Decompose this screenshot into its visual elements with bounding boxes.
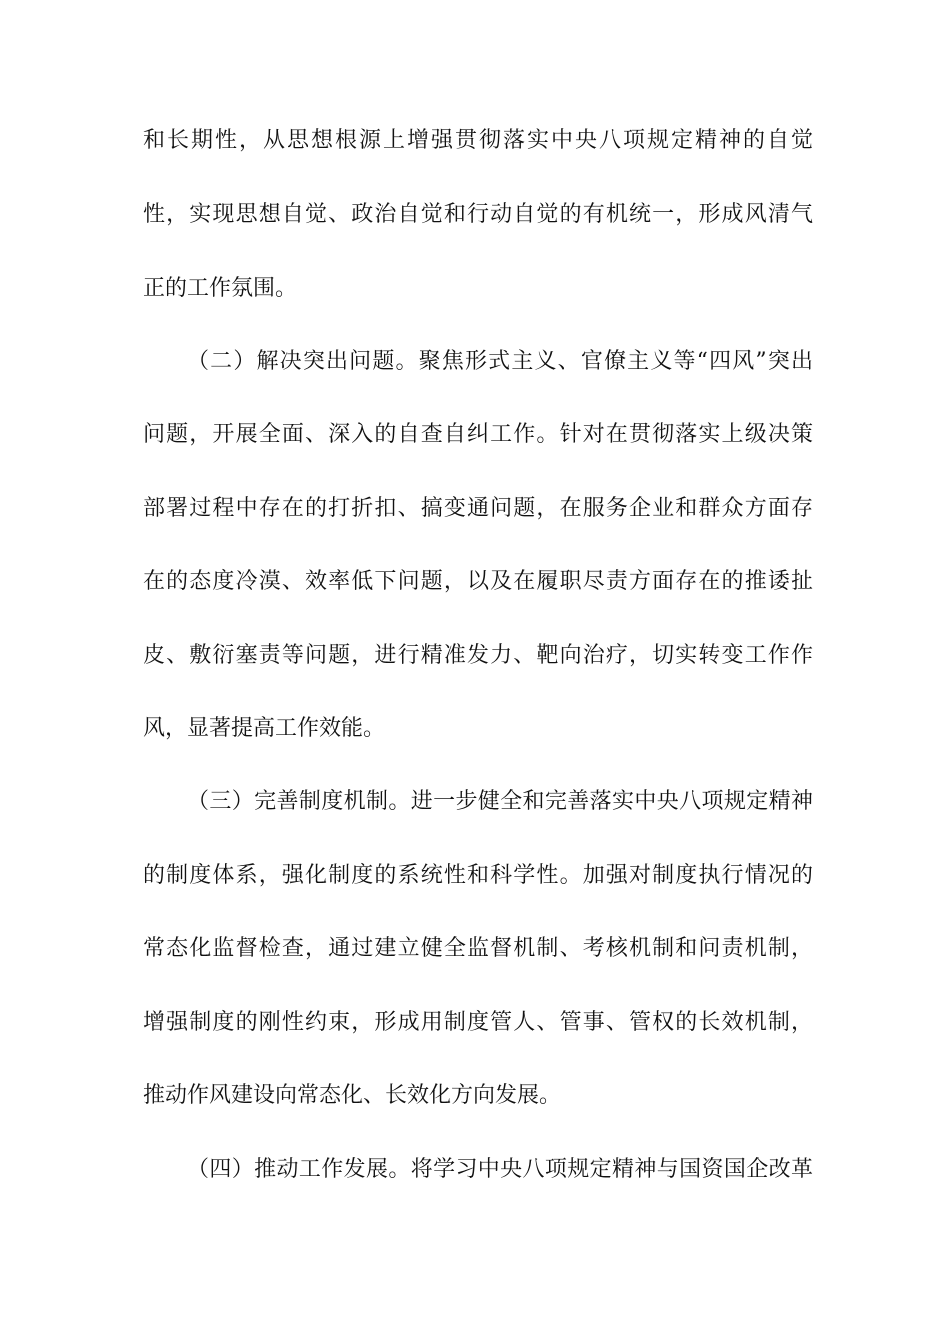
paragraph-2-line-6: 风，显著提高工作效能。: [143, 716, 386, 741]
paragraph-4-line-1: （四）推动工作发展。将学习中央八项规定精神与国资国企改革: [187, 1157, 813, 1182]
paragraph-3-line-1: （三）完善制度机制。进一步健全和完善落实中央八项规定精神: [187, 789, 813, 814]
paragraph-1-line-1: 和长期性，从思想根源上增强贯彻落实中央八项规定精神的自觉: [143, 128, 813, 153]
paragraph-3-line-5: 推动作风建设向常态化、长效化方向发展。: [143, 1083, 562, 1108]
paragraph-2-line-1: （二）解决突出问题。聚焦形式主义、官僚主义等“四风”突出: [187, 349, 813, 374]
paragraph-3-line-2: 的制度体系，强化制度的系统性和科学性。加强对制度执行情况的: [143, 863, 813, 888]
paragraph-2-line-4: 在的态度冷漠、效率低下问题，以及在履职尽责方面存在的推诿扯: [143, 569, 813, 594]
paragraph-2-line-3: 部署过程中存在的打折扣、搞变通问题，在服务企业和群众方面存: [143, 496, 813, 521]
paragraph-1-line-3: 正的工作氛围。: [143, 276, 298, 301]
paragraph-3-line-3: 常态化监督检查，通过建立健全监督机制、考核机制和问责机制，: [143, 936, 813, 961]
paragraph-2-line-5: 皮、敷衍塞责等问题，进行精准发力、靶向治疗，切实转变工作作: [143, 643, 813, 668]
paragraph-3-line-4: 增强制度的刚性约束，形成用制度管人、管事、管权的长效机制，: [143, 1010, 813, 1035]
paragraph-1-line-2: 性，实现思想自觉、政治自觉和行动自觉的有机统一，形成风清气: [143, 202, 813, 227]
paragraph-2-line-2: 问题，开展全面、深入的自查自纠工作。针对在贯彻落实上级决策: [143, 422, 813, 447]
